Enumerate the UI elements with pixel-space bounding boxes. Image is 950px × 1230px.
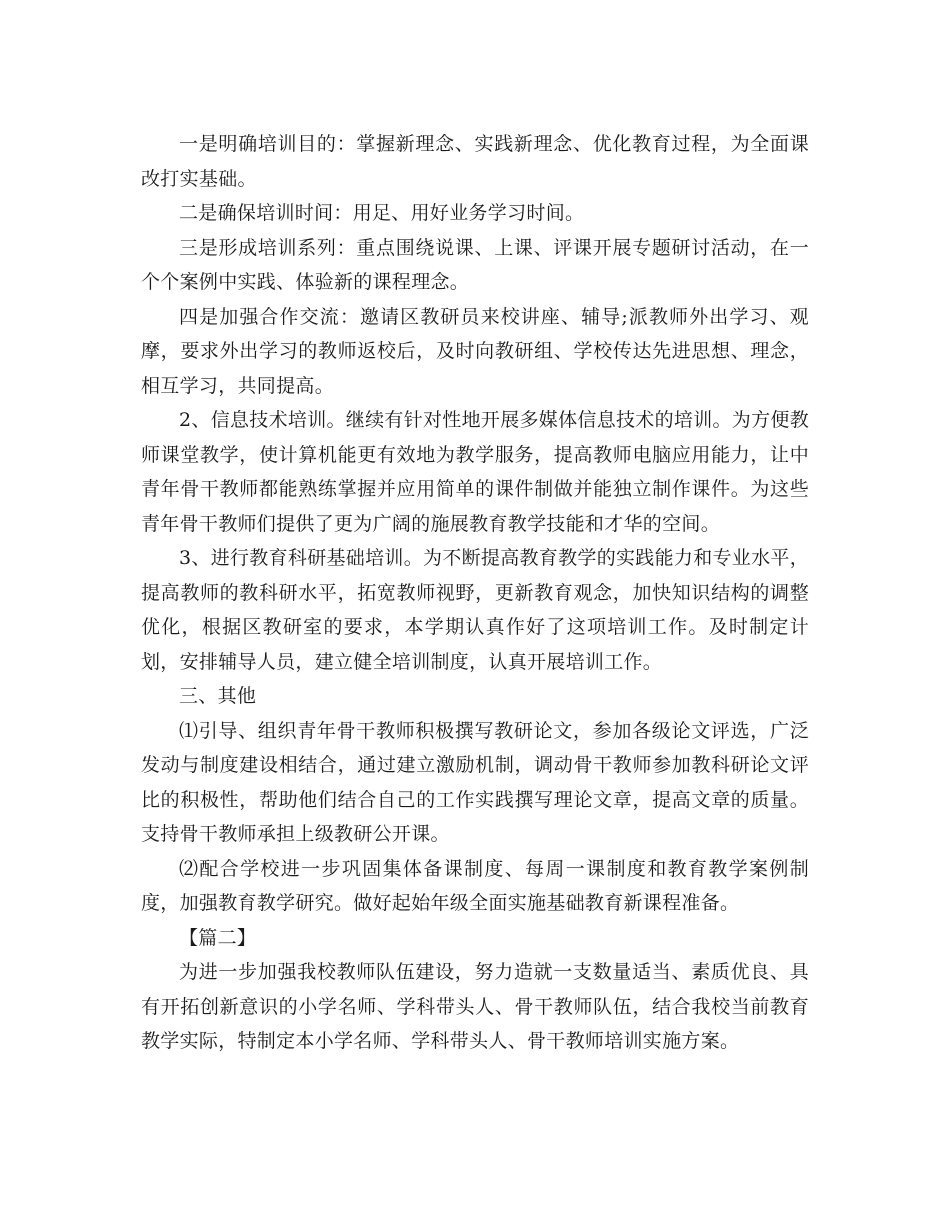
paragraph-training-series: 三是形成培训系列：重点围绕说课、上课、评课开展专题研讨活动，在一个个案例中实践、体验新的课程理念。: [141, 236, 809, 293]
section-heading-part-two: 【篇二】: [179, 926, 257, 949]
paragraph-it-training: 2、信息技术培训。继续有针对性地开展多媒体信息技术的培训。为方便教师课堂教学，使计算机能更有效地为教学服务，提高教师电脑应用能力，让中青年骨干教师都能熟练掌握并应用简单的课件制做并能独立制作课件。为这些青年骨干教师们提供了更为广阔的施展教育教学技能和才华的空间。: [141, 409, 809, 535]
section-heading-other: 三、其他: [179, 685, 257, 707]
paragraph-research-training: 3、进行教育科研基础培训。为不断提高教育教学的实践能力和专业水平，提高教师的教科研水平，拓宽教师视野，更新教育观念，加快知识结构的调整优化，根据区教研室的要求，本学期认真作好了这项培训工作。及时制定计划，安排辅导人员，建立健全培训制度，认真开展培训工作。: [141, 547, 809, 673]
paragraph-part-two-intro: 为进一步加强我校教师队伍建设，努力造就一支数量适当、素质优良、具有开拓创新意识的小学名师、学科带头人、骨干教师队伍，结合我校当前教育教学实际，特制定本小学名师、学科带头人、骨干教师培训实施方案。: [141, 961, 809, 1052]
paragraph-cooperation-exchange: 四是加强合作交流：邀请区教研员来校讲座、辅导;派教师外出学习、观摩，要求外出学习的教师返校后，及时向教研组、学校传达先进思想、理念，相互学习，共同提高。: [141, 305, 809, 397]
paragraph-training-time: 二是确保培训时间：用足、用好业务学习时间。: [179, 202, 585, 224]
paragraph-other-item-1: ⑴引导、组织青年骨干教师积极撰写教研论文，参加各级论文评选，广泛发动与制度建设相结合，通过建立激励机制，调动骨干教师参加教科研论文评比的积极性，帮助他们结合自己的工作实践撰写理论文章，提高文章的质量。支持骨干教师承担上级教研公开课。: [141, 719, 809, 845]
paragraph-training-purpose: 一是明确培训目的：掌握新理念、实践新理念、优化教育过程，为全面课改打实基础。: [141, 133, 809, 190]
document-body: [141, 127, 809, 1059]
paragraph-other-item-2: ⑵配合学校进一步巩固集体备课制度、每周一课制度和教育教学案例制度，加强教育教学研究。做好起始年级全面实施基础教育新课程准备。: [141, 857, 809, 914]
